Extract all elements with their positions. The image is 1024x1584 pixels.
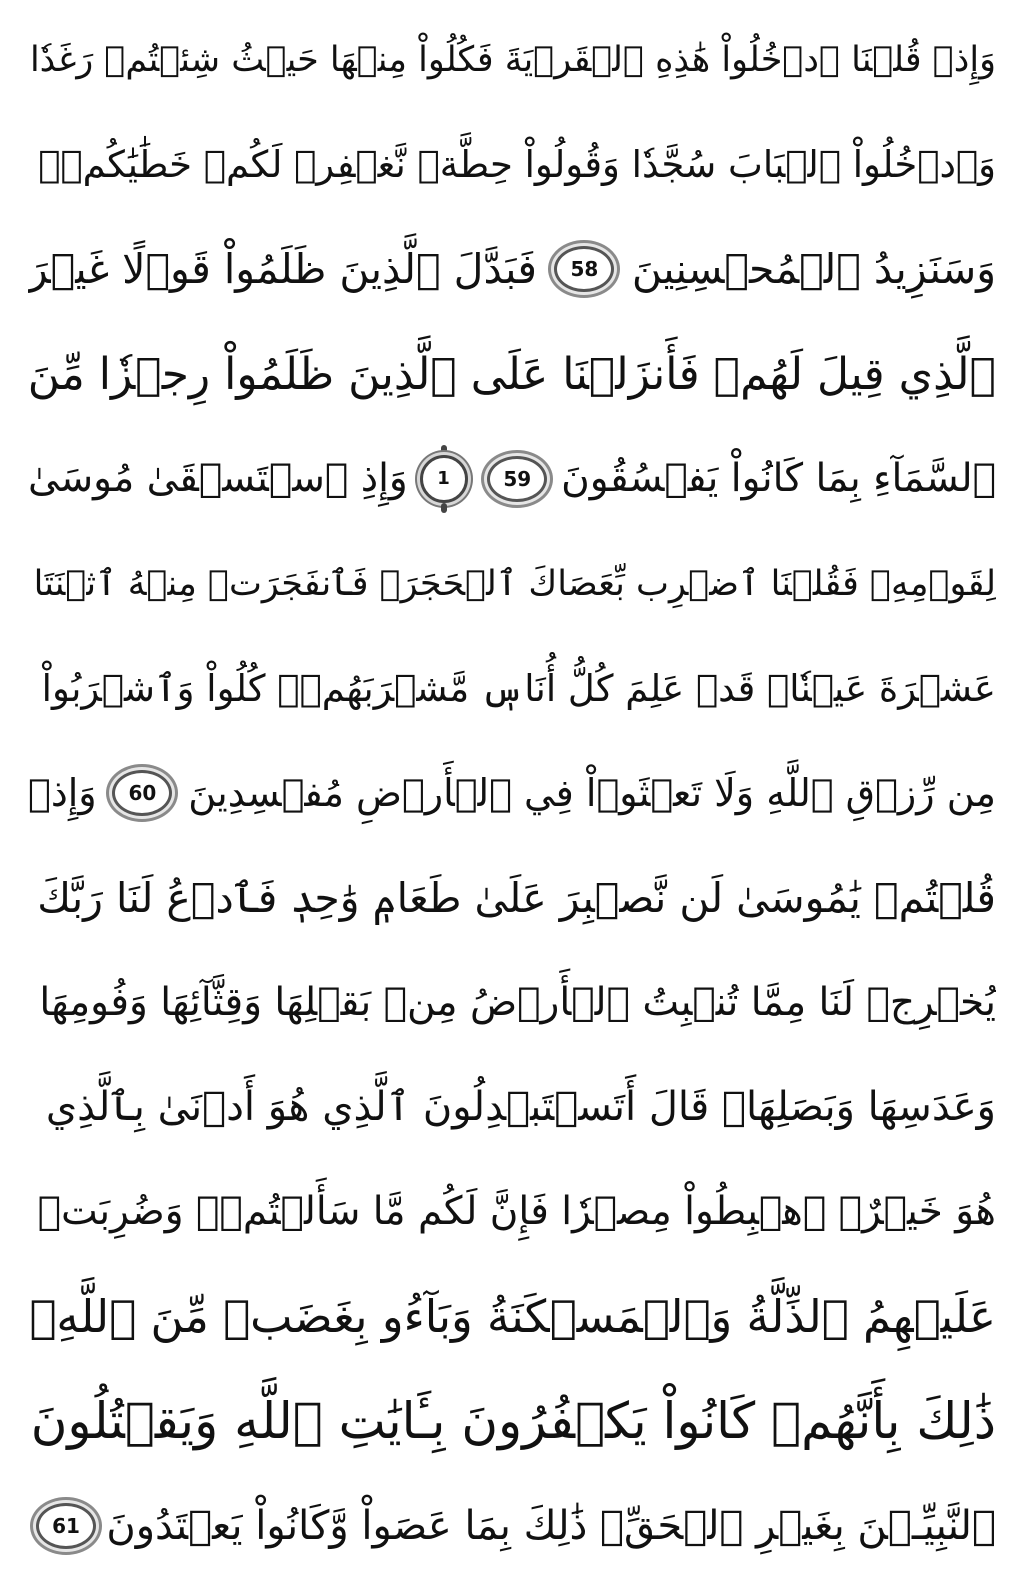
verse-line-14: [28, 1373, 996, 1469]
verse-text: مِن رِّزۡقِ ٱللَّهِ وَلَا تَعۡثَوۡاْ فِي ٱلۡأَرۡضِ مُفۡسِدِينَ: [188, 770, 996, 815]
verse-text: لِقَوۡمِهِۦ فَقُلۡنَا ٱضۡرِب بِّعَصَاكَ ٱلۡحَجَرَۖ فَٱنفَجَرَتۡ مِنۡهُ ٱثۡنَتَا: [33, 563, 996, 604]
hizb-marker-number: 1: [420, 455, 468, 503]
hizb-marker-top: [441, 445, 447, 455]
verse-line-10: [28, 954, 996, 1050]
verse-line-15: [28, 1478, 996, 1574]
verse-line-11: [28, 1059, 996, 1155]
ayah-number-icon: 59: [487, 456, 547, 502]
verse-text: وَعَدَسِهَا وَبَصَلِهَاۖ قَالَ أَتَسۡتَبۡدِلُونَ ٱلَّذِي هُوَ أَدۡنَىٰ بِٱلَّذِي: [45, 1084, 996, 1131]
verse-line-5: [28, 431, 996, 527]
verse-text: ذَٰلِكَ بِأَنَّهُمۡ كَانُواْ يَكۡفُرُونَ بِـَٔايَٰتِ ٱللَّهِ وَيَقۡتُلُونَ: [30, 1392, 996, 1451]
verse-line-6: [28, 536, 996, 632]
verse-text: يُخۡرِجۡ لَنَا مِمَّا تُنۢبِتُ ٱلۡأَرۡضُ مِنۢ بَقۡلِهَا وَقِثَّآئِهَا وَفُومِهَا: [39, 979, 996, 1025]
verse-text: وَإِذِ ٱسۡتَسۡقَىٰ مُوسَىٰ: [28, 456, 408, 502]
verse-line-3: [28, 221, 996, 317]
verse-text: ٱلسَّمَآءِ بِمَا كَانُواْ يَفۡسُقُونَ: [561, 456, 996, 502]
verse-line-1: [28, 12, 996, 108]
verse-line-13: [28, 1268, 996, 1364]
verse-text: عَلَيۡهِمُ ٱلذِّلَّةُ وَٱلۡمَسۡكَنَةُ وَبَآءُو بِغَضَبٖ مِّنَ ٱللَّهِۗ: [29, 1289, 996, 1343]
verse-line-7: [28, 640, 996, 736]
verse-line-9: [28, 850, 996, 946]
verse-text: وَإِذۡ: [28, 770, 97, 815]
verse-text: فَبَدَّلَ ٱلَّذِينَ ظَلَمُواْ قَوۡلًا غَيۡرَ: [28, 245, 537, 294]
verse-line-4: [28, 326, 996, 422]
verse-line-12: [28, 1164, 996, 1260]
verse-text: قُلۡتُمۡ يَٰمُوسَىٰ لَن نَّصۡبِرَ عَلَىٰ طَعَامٖ وَٰحِدٖ فَٱدۡعُ لَنَا رَبَّكَ: [37, 873, 996, 922]
verse-text: عَشۡرَةَ عَيۡنٗاۖ قَدۡ عَلِمَ كُلُّ أُنَاسٖ مَّشۡرَبَهُمۡۖ كُلُواْ وَٱشۡرَبُواْ: [41, 666, 996, 710]
verse-line-8: [28, 745, 996, 841]
verse-text: ٱلَّذِي قِيلَ لَهُمۡ فَأَنزَلۡنَا عَلَى ٱلَّذِينَ ظَلَمُواْ رِجۡزٗا مِّنَ: [28, 348, 996, 400]
ayah-number-icon: 58: [554, 246, 614, 292]
verse-text: وَسَنَزِيدُ ٱلۡمُحۡسِنِينَ: [631, 245, 996, 294]
verse-text: وَٱدۡخُلُواْ ٱلۡبَابَ سُجَّدٗا وَقُولُواْ حِطَّةٞ نَّغۡفِرۡ لَكُمۡ خَطَٰيَٰكُمۡۚ: [38, 143, 996, 187]
verse-text: هُوَ خَيۡرٌۚ ٱهۡبِطُواْ مِصۡرٗا فَإِنَّ لَكُم مَّا سَأَلۡتُمۡۗ وَضُرِبَتۡ: [37, 1189, 996, 1235]
hizb-marker-icon: [420, 445, 468, 513]
ayah-number-icon: 61: [36, 1503, 96, 1549]
ayah-number-icon: 60: [112, 770, 172, 816]
verse-text: ٱلنَّبِيِّـۧنَ بِغَيۡرِ ٱلۡحَقِّۗ ذَٰلِكَ بِمَا عَصَواْ وَّكَانُواْ يَعۡتَدُونَ: [106, 1502, 996, 1549]
verse-lines: [28, 12, 996, 1574]
hizb-marker-bottom: [441, 503, 447, 513]
verse-line-2: [28, 117, 996, 213]
verse-text: وَإِذۡ قُلۡنَا ٱدۡخُلُواْ هَٰذِهِ ٱلۡقَرۡيَةَ فَكُلُواْ مِنۡهَا حَيۡثُ شِئۡتُمۡ رَغَدٗا: [29, 40, 996, 80]
